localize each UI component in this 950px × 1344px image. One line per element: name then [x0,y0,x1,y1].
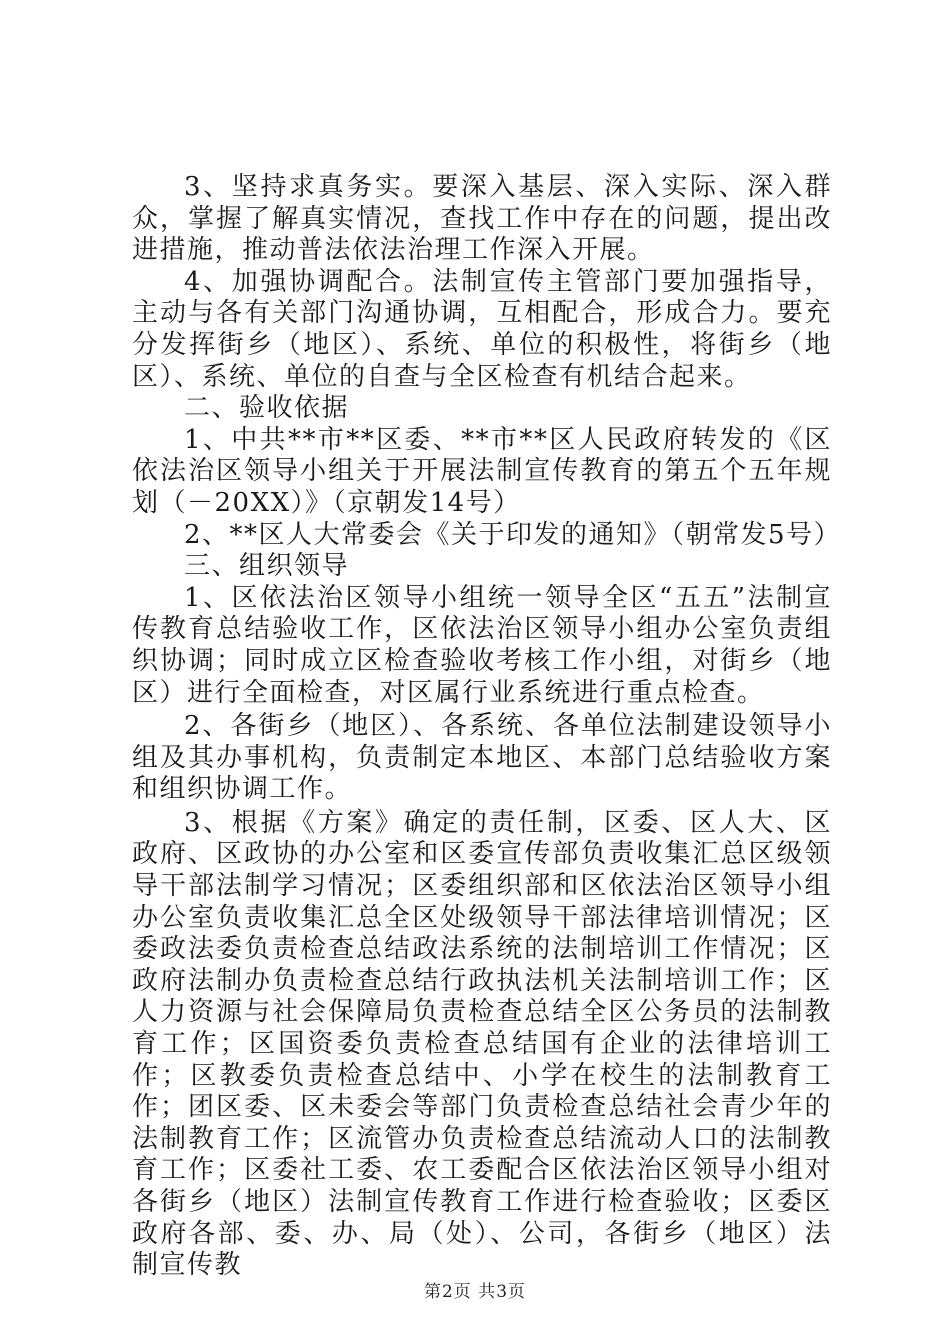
paragraph-basis-1: 1、中共**市**区委、**市**区人民政府转发的《区依法治区领导小组关于开展法制宣传教育的第五个五年规划（－20XX）》（京朝发14号） [132,424,832,518]
page-number-footer: 第2页 共3页 [423,1282,527,1302]
paragraph-basis-2: 2、**区人大常委会《关于印发的通知》（朝常发5号） [184,519,842,550]
paragraph-organization-2: 2、各街乡（地区）、各系统、各单位法制建设领导小组及其办事机构，负责制定本地区、本部门总结验收方案和组织协调工作。 [132,711,832,805]
paragraph-organization-3: 3、根据《方案》确定的责任制，区委、区人大、区政府、区政协的办公室和区委宣传部负责收集汇总区级领导干部法制学习情况；区委组织部和区依法治区领导小组办公室负责收集汇总全区处级领导干部法律培训情况；区委政法委负责检查总结政法系统的法制培训工作情况；区政府法制办负责检查总结行政执法机关法制培训工作；区人力资源与社会保障局负责检查总结全区公务员的法制教育工作；区国资委负责检查总结国有企业的法律培训工作；区教委负责检查总结中、小学在校生的法制教育工作；团区委、区未委会等部门负责检查总结社会青少年的法制教育工作；区流管办负责检查总结流动人口的法制教育工作；区委社工委、农工委配合区依法治区领导小组对各街乡（地区）法制宣传教育工作进行检查验收；区委区政府各部、委、办、局（处）、公司，各街乡（地区）法制宣传教 [132,807,832,1281]
section-heading-acceptance-basis: 二、验收依据 [184,393,350,424]
document-body [132,172,842,1282]
paragraph-principle-4: 4、加强协调配合。法制宣传主管部门要加强指导，主动与各有关部门沟通协调，互相配合，形成合力。要充分发挥街乡（地区）、系统、单位的积极性，将街乡（地区）、系统、单位的自查与全区检查有机结合起来。 [132,266,832,392]
section-heading-organization: 三、组织领导 [184,551,350,582]
paragraph-principle-3: 3、坚持求真务实。要深入基层、深入实际、深入群众，掌握了解真实情况，查找工作中存在的问题，提出改进措施，推动普法依法治理工作深入开展。 [132,172,832,266]
paragraph-organization-1: 1、区依法治区领导小组统一领导全区“五五”法制宣传教育总结验收工作，区依法治区领导小组办公室负责组织协调；同时成立区检查验收考核工作小组，对街乡（地区）进行全面检查，对区属行业系统进行重点检查。 [132,582,832,708]
